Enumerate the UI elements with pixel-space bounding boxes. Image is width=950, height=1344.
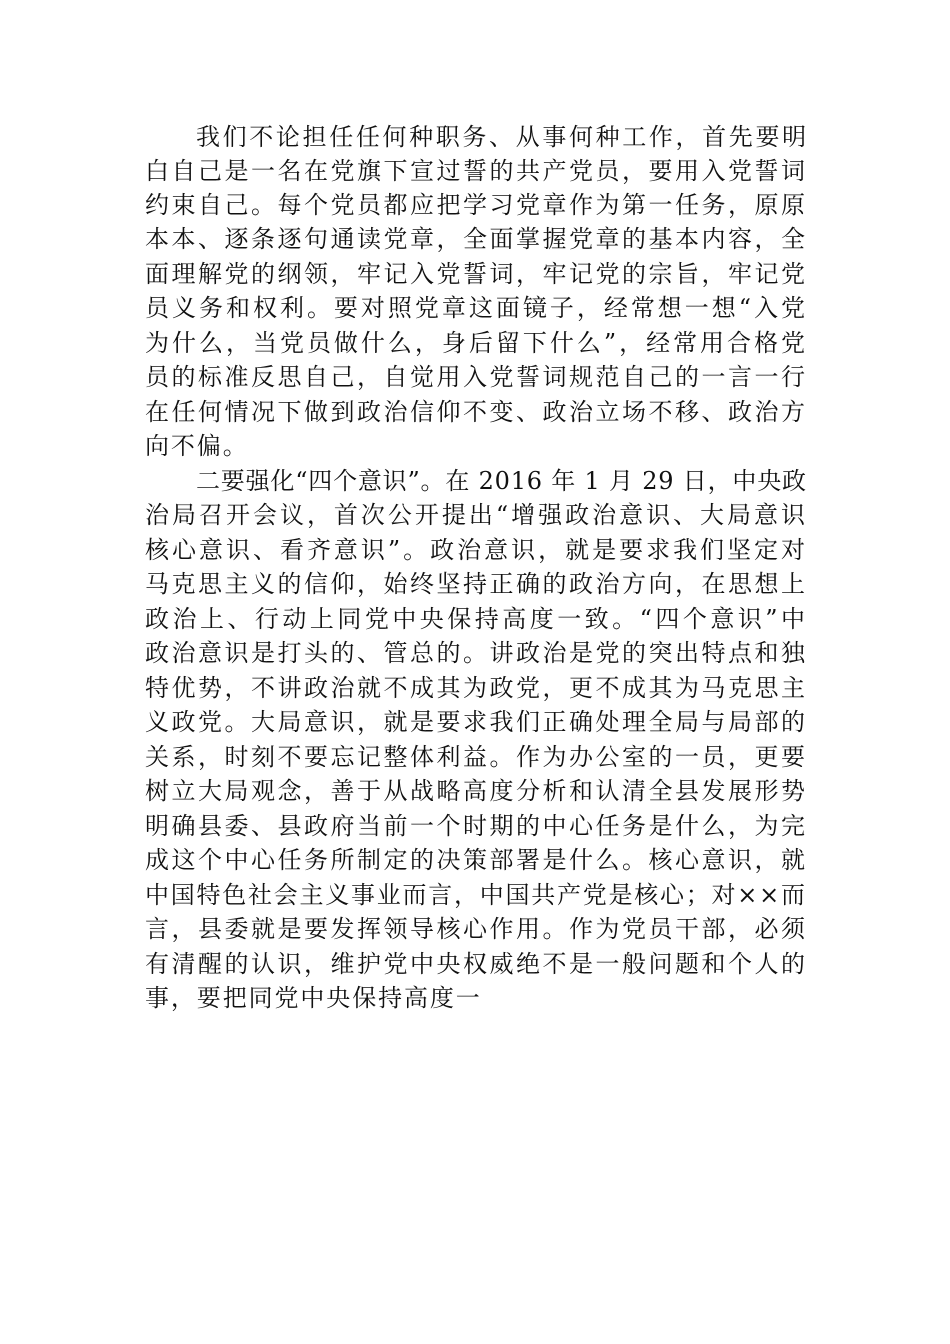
text-line: 员义务和权利。要对照党章这面镜子，经常想一想“入党: [145, 294, 809, 322]
text-line: 明确县委、县政府当前一个时期的中心任务是什么，为完: [145, 812, 808, 840]
text-line: 白自己是一名在党旗下宣过誓的共产党员，要用入党誓词: [145, 157, 808, 185]
text-line: 员的标准反思自己，自觉用入党誓词规范自己的一言一行: [145, 363, 808, 391]
text-line: 向不偏。: [145, 432, 249, 460]
text-line: 二要强化“四个意识”。在 2016 年 1 月 29 日，中央政: [196, 467, 807, 495]
text-line: 中国特色社会主义事业而言，中国共产党是核心；对××而: [145, 881, 807, 909]
text-line: 我们不论担任任何种职务、从事何种工作，首先要明: [196, 123, 809, 151]
text-line: 言，县委就是要发挥领导核心作用。作为党员干部，必须: [145, 915, 808, 943]
text-line: 特优势，不讲政治就不成其为政党，更不成其为马克思主: [145, 674, 808, 702]
text-line: 成这个中心任务所制定的决策部署是什么。核心意识，就: [145, 846, 808, 874]
text-line: 政治意识是打头的、管总的。讲政治是党的突出特点和独: [145, 639, 808, 667]
text-line: 本本、逐条逐句通读党章，全面掌握党章的基本内容，全: [145, 225, 808, 253]
text-line: 马克思主义的信仰，始终坚持正确的政治方向，在思想上: [145, 570, 808, 598]
text-line: 在任何情况下做到政治信仰不变、政治立场不移、政治方: [145, 398, 808, 426]
text-line: 面理解党的纲领，牢记入党誓词，牢记党的宗旨，牢记党: [145, 260, 808, 288]
text-line: 有清醒的认识，维护党中央权威绝不是一般问题和个人的: [145, 950, 808, 978]
text-line: 事，要把同党中央保持高度一: [145, 984, 482, 1012]
text-line: 政治上、行动上同党中央保持高度一致。“四个意识”中: [145, 605, 809, 633]
text-line: 关系，时刻不要忘记整体利益。作为办公室的一员，更要: [145, 743, 808, 771]
text-line: 治局召开会议，首次公开提出“增强政治意识、大局意识: [145, 501, 809, 529]
text-line: 核心意识、看齐意识”。政治意识，就是要求我们坚定对: [145, 536, 809, 564]
text-line: 义政党。大局意识，就是要求我们正确处理全局与局部的: [145, 708, 808, 736]
text-line: 为什么，当党员做什么，身后留下什么”，经常用合格党: [145, 329, 809, 357]
text-line: 约束自己。每个党员都应把学习党章作为第一任务，原原: [145, 191, 808, 219]
text-line: 树立大局观念，善于从战略高度分析和认清全县发展形势: [145, 777, 808, 805]
